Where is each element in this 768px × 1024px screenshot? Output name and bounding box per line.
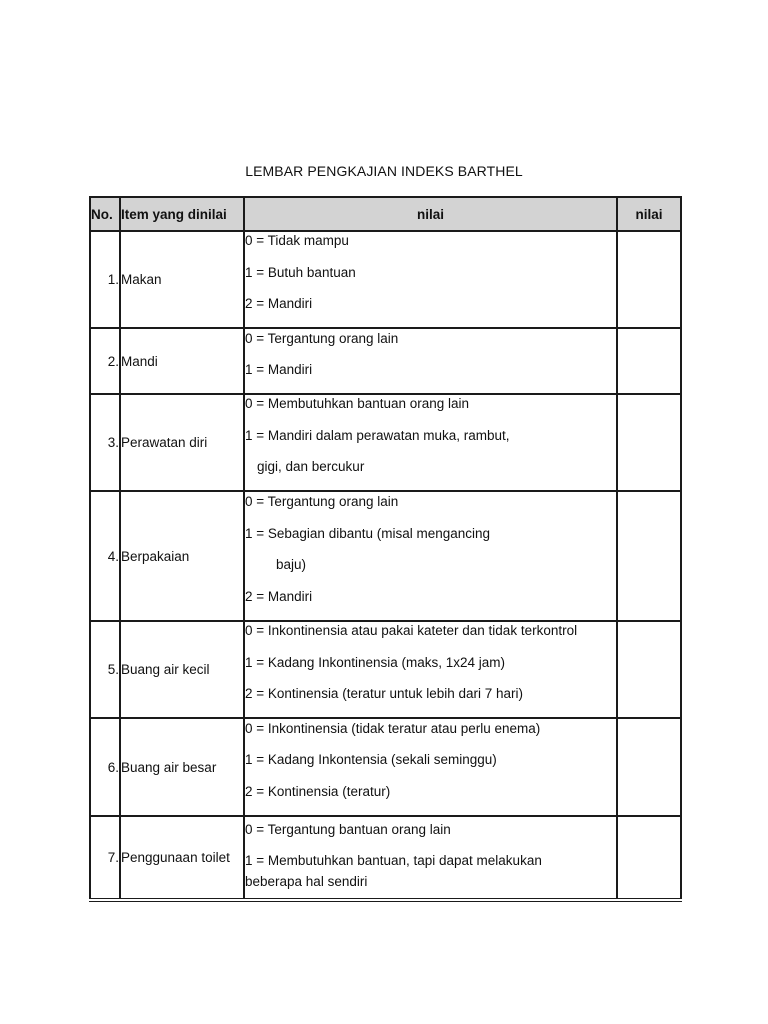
row-number: 2.	[90, 328, 120, 394]
table-row	[90, 718, 681, 816]
option-text: 0 = Inkontinensia (tidak teratur atau perlu enema)	[245, 720, 541, 736]
score-cell	[617, 491, 681, 621]
option-text: 0 = Tidak mampu	[245, 233, 349, 249]
score-cell	[617, 816, 681, 900]
row-item: Buang air besar	[120, 718, 244, 816]
option-text: 0 = Inkontinensia atau pakai kateter dan tidak terkontrol	[245, 623, 578, 639]
option-text: 2 = Mandiri	[245, 296, 313, 312]
row-number: 4.	[90, 491, 120, 621]
row-options	[244, 621, 617, 718]
row-number: 6.	[90, 718, 120, 816]
row-item: Buang air kecil	[120, 621, 244, 718]
row-options	[244, 328, 617, 394]
score-cell	[617, 718, 681, 816]
row-options	[244, 816, 617, 900]
option-text: 1 = Mandiri dalam perawatan muka, rambut,	[245, 427, 510, 443]
option-text: gigi, dan bercukur	[257, 459, 365, 475]
option-text: 1 = Mandiri	[245, 362, 313, 377]
table-row	[90, 328, 681, 394]
table-row	[90, 816, 681, 900]
option-text: 2 = Mandiri	[245, 588, 313, 604]
table-row	[90, 621, 681, 718]
row-options	[244, 231, 617, 328]
row-number: 1.	[90, 231, 120, 328]
score-cell	[617, 231, 681, 328]
option-text: 2 = Kontinensia (teratur)	[245, 783, 391, 799]
score-cell	[617, 621, 681, 718]
row-item: Berpakaian	[120, 491, 244, 621]
option-text: 1 = Sebagian dibantu (misal mengancing	[245, 525, 491, 541]
option-text: 2 = Kontinensia (teratur untuk lebih dari 7 hari)	[245, 686, 524, 702]
score-cell	[617, 394, 681, 491]
row-options	[244, 491, 617, 621]
row-item: Makan	[120, 231, 244, 328]
option-text: baju)	[276, 557, 307, 572]
row-number: 7.	[90, 816, 120, 900]
table-row	[90, 231, 681, 328]
option-text: 1 = Kadang Inkontensia (sekali seminggu)	[245, 752, 497, 768]
table-header-row	[90, 197, 681, 231]
score-cell	[617, 328, 681, 394]
table-row	[90, 394, 681, 491]
row-options	[244, 394, 617, 491]
row-item: Mandi	[120, 328, 244, 394]
option-text: 0 = Membutuhkan bantuan orang lain	[245, 396, 470, 412]
option-text: 0 = Tergantung bantuan orang lain	[245, 821, 451, 837]
row-item: Perawatan diri	[120, 394, 244, 491]
option-text: 1 = Butuh bantuan	[245, 264, 356, 280]
option-text: 1 = Membutuhkan bantuan, tapi dapat melakukan	[245, 853, 542, 869]
row-options	[244, 718, 617, 816]
page-title: LEMBAR PENGKAJIAN INDEKS BARTHEL	[245, 163, 523, 179]
barthel-index-table	[89, 196, 682, 902]
option-text: 0 = Tergantung orang lain	[245, 494, 399, 509]
header-nilai: nilai	[244, 197, 617, 231]
option-text: 1 = Kadang Inkontinensia (maks, 1x24 jam)	[245, 654, 506, 670]
row-number: 5.	[90, 621, 120, 718]
option-text: beberapa hal sendiri	[245, 874, 368, 890]
header-no: No.	[90, 197, 120, 231]
row-number: 3.	[90, 394, 120, 491]
table-row	[90, 491, 681, 621]
row-item: Penggunaan toilet	[120, 816, 244, 900]
option-text: 0 = Tergantung orang lain	[245, 330, 399, 346]
header-item: Item yang dinilai	[120, 197, 244, 231]
header-score: nilai	[617, 197, 681, 231]
